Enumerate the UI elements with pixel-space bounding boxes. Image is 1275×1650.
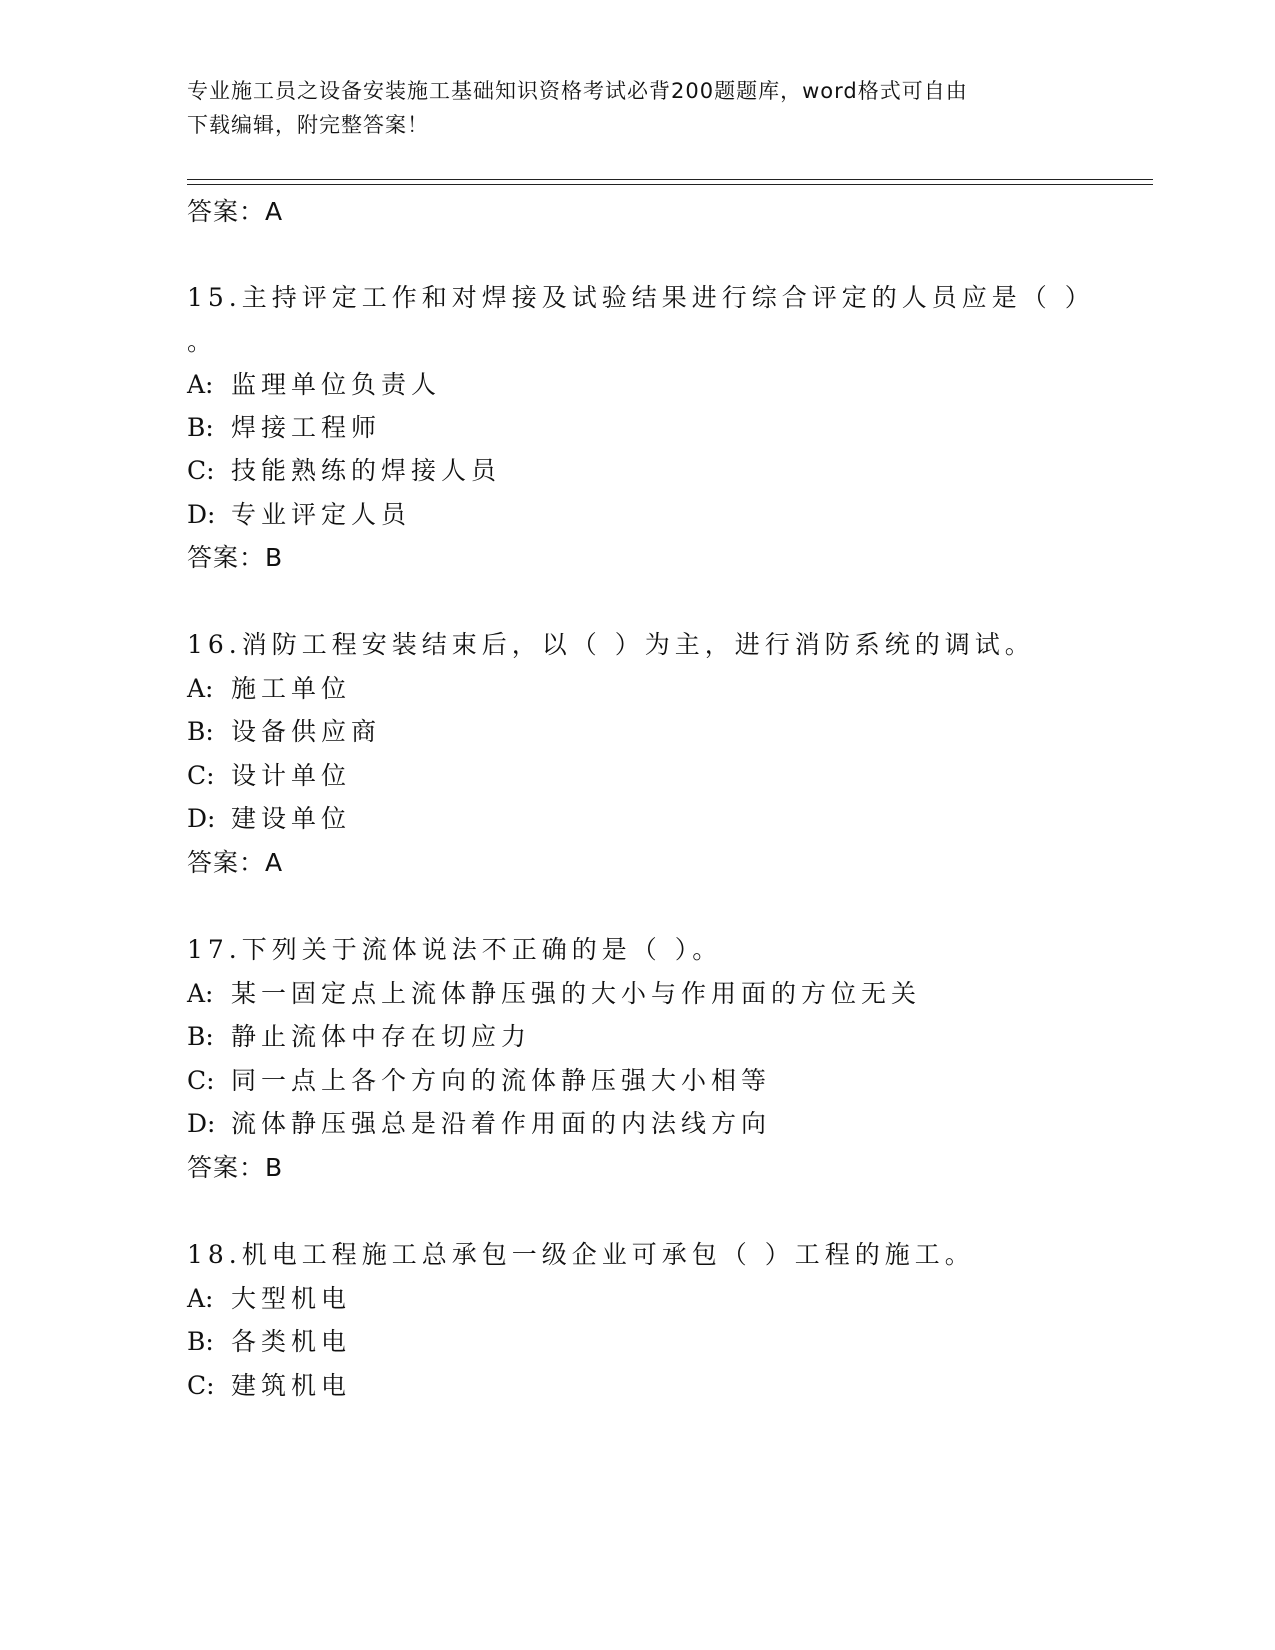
header-line-2: 下载编辑，附完整答案！: [187, 113, 429, 137]
header-line-1: 专业施工员之设备安装施工基础知识资格考试必背200题题库，word格式可自由: [187, 79, 968, 103]
option-b: [187, 712, 381, 748]
question-stem-continuation: 。: [187, 327, 218, 356]
answer-line: 答案：A: [187, 197, 284, 226]
question-stem: 15.主持评定工作和对焊接及试验结果进行综合评定的人员应是（ ）: [187, 283, 1095, 312]
option-letter: D:: [187, 500, 216, 529]
question-stem: 18.机电工程施工总承包一级企业可承包（ ）工程的施工。: [187, 1240, 975, 1269]
option-c: [187, 1061, 771, 1097]
option-d: [187, 495, 411, 531]
option-letter: C:: [187, 1371, 215, 1400]
option-c: [187, 1366, 351, 1402]
option-c: [187, 451, 501, 487]
option-letter: D:: [187, 1109, 216, 1138]
option-a: [187, 669, 351, 705]
option-d: [187, 1104, 771, 1140]
option-text: 建筑机电: [231, 1371, 352, 1400]
option-b: [187, 1017, 531, 1053]
option-letter: D:: [187, 804, 216, 833]
answer-line: 答案：A: [187, 848, 284, 877]
option-letter: A:: [187, 1284, 214, 1313]
option-a: [187, 365, 441, 401]
option-text: 设计单位: [231, 761, 352, 790]
option-text: 流体静压强总是沿着作用面的内法线方向: [231, 1109, 772, 1138]
option-text: 大型机电: [231, 1284, 352, 1313]
question-stem: 16.消防工程安装结束后，以（ ）为主，进行消防系统的调试。: [187, 630, 1035, 659]
option-letter: B:: [187, 717, 214, 746]
option-letter: B:: [187, 1327, 214, 1356]
option-letter: A:: [187, 674, 214, 703]
option-text: 建设单位: [231, 804, 352, 833]
option-text: 同一点上各个方向的流体静压强大小相等: [231, 1066, 772, 1095]
option-letter: C:: [187, 1066, 215, 1095]
question-stem: 17.下列关于流体说法不正确的是（ ）。: [187, 935, 723, 964]
option-text: 施工单位: [231, 674, 352, 703]
option-text: 焊接工程师: [231, 413, 382, 442]
option-d: [187, 799, 351, 835]
option-b: [187, 408, 381, 444]
option-text: 设备供应商: [231, 717, 382, 746]
option-text: 监理单位负责人: [231, 370, 442, 399]
option-text: 静止流体中存在切应力: [231, 1022, 532, 1051]
answer-line: 答案：B: [187, 1153, 284, 1182]
answer-line: 答案：B: [187, 543, 284, 572]
option-text: 各类机电: [231, 1327, 352, 1356]
option-b: [187, 1322, 351, 1358]
option-text: 技能熟练的焊接人员: [231, 456, 502, 485]
option-letter: A:: [187, 979, 214, 1008]
option-letter: C:: [187, 761, 215, 790]
header-divider: [187, 184, 1153, 185]
option-letter: B:: [187, 1022, 214, 1051]
option-a: [187, 974, 921, 1010]
option-a: [187, 1279, 351, 1315]
option-letter: A:: [187, 370, 214, 399]
option-c: [187, 756, 351, 792]
option-letter: C:: [187, 456, 215, 485]
header-divider: [187, 179, 1153, 180]
option-text: 专业评定人员: [231, 500, 412, 529]
document-header: [187, 74, 1087, 142]
option-letter: B:: [187, 413, 214, 442]
option-text: 某一固定点上流体静压强的大小与作用面的方位无关: [231, 979, 922, 1008]
